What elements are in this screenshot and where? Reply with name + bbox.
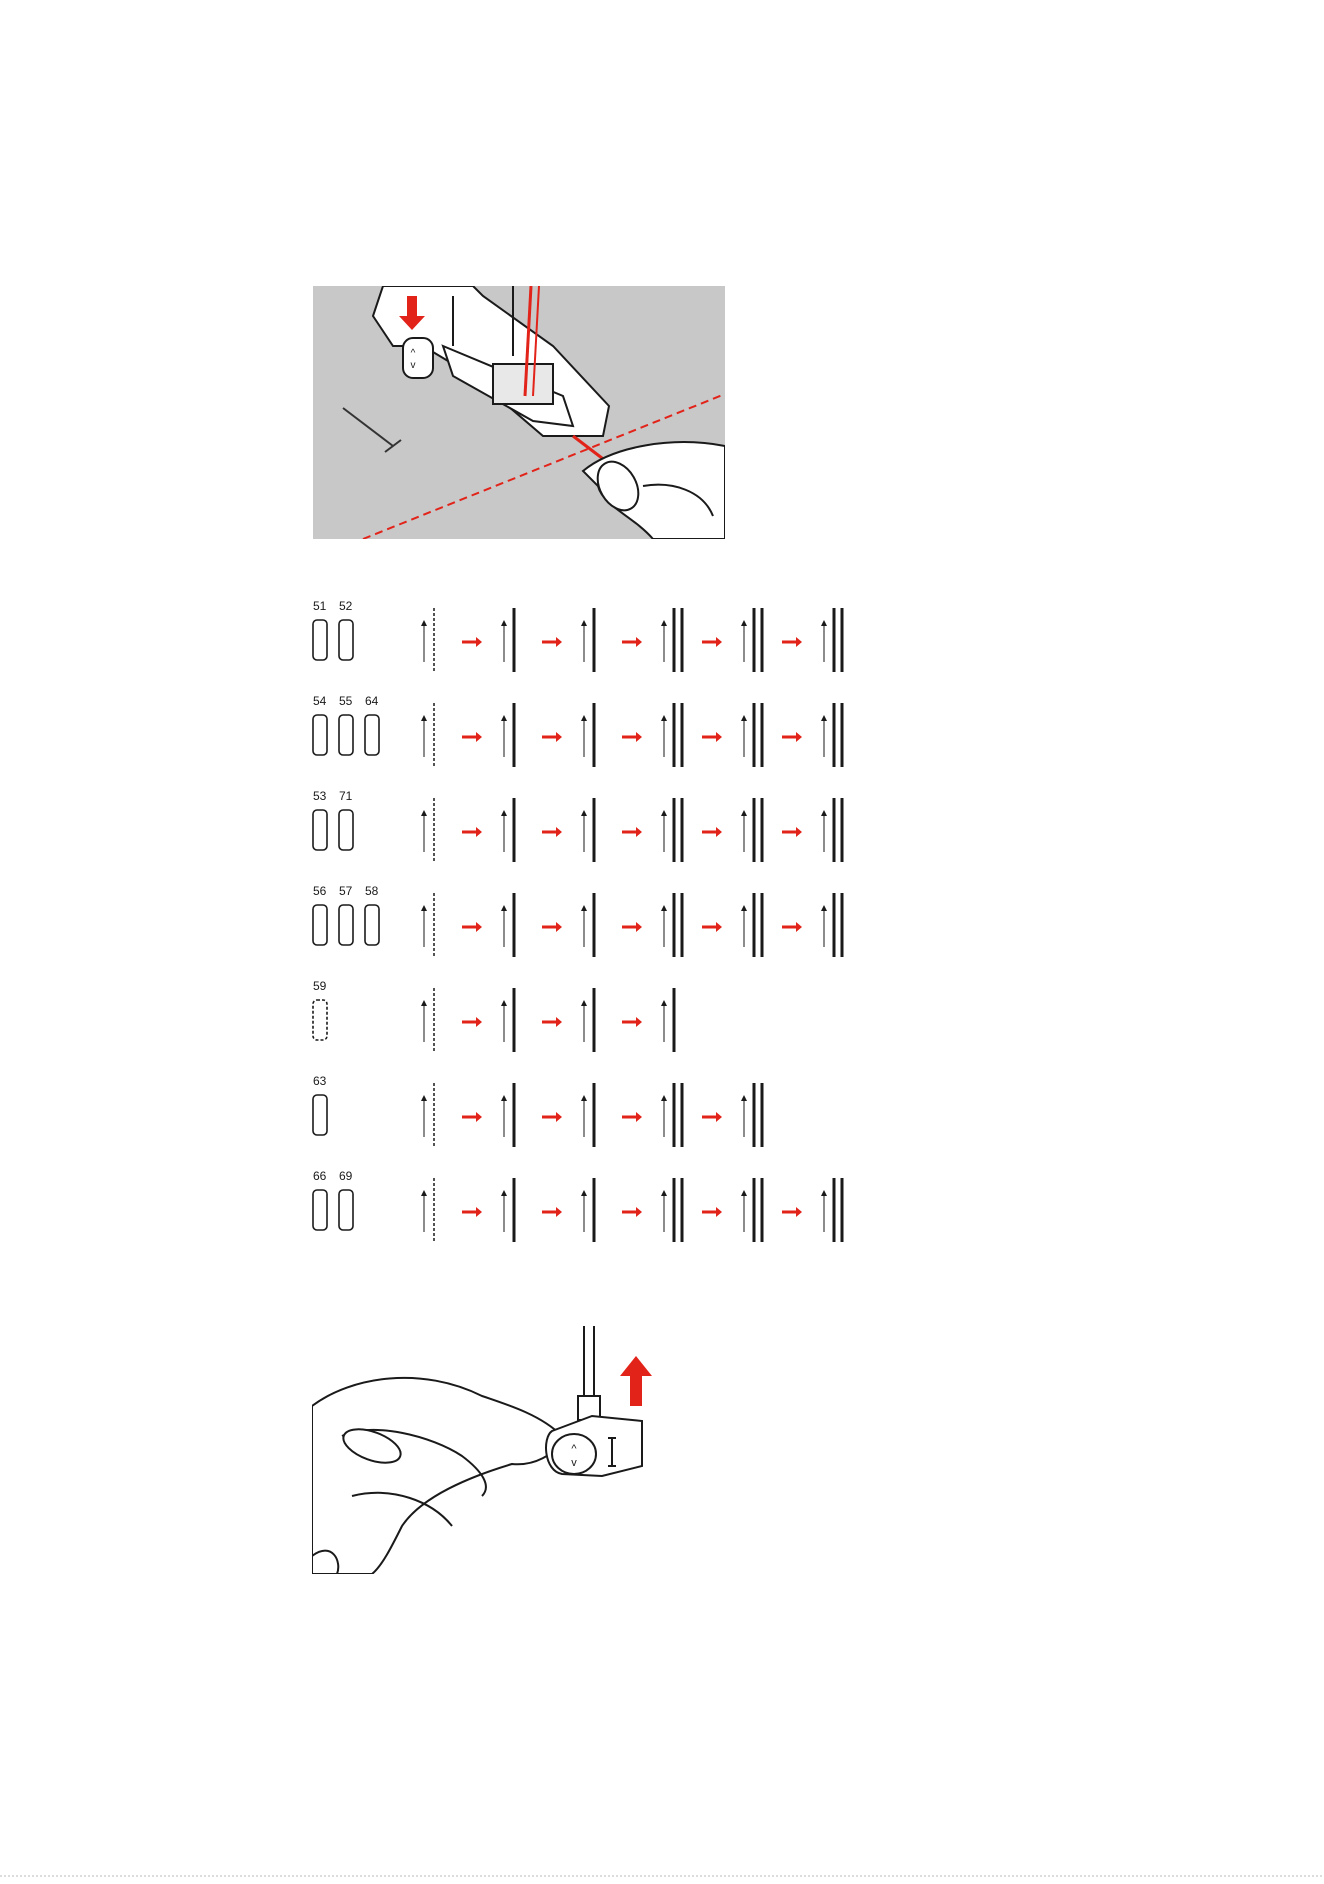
svg-text:v: v (410, 360, 416, 371)
buttonhole-thumbnail (339, 620, 353, 660)
stitch-number: 69 (339, 1169, 353, 1183)
buttonhole-thumbnail (365, 905, 379, 945)
sequence-row (313, 1074, 762, 1147)
sequence-step (821, 893, 842, 957)
sequence-row (313, 789, 842, 862)
sequence-step (821, 1178, 842, 1242)
stitch-number: 52 (339, 599, 353, 613)
sequence-step (661, 608, 722, 672)
sequence-step (501, 608, 562, 672)
buttonhole-thumbnail (339, 1190, 353, 1230)
lever-symbol: ^ (571, 1443, 577, 1455)
sequence-step (661, 988, 674, 1052)
stitch-number: 59 (313, 979, 327, 993)
buttonhole-thumbnail (313, 1190, 327, 1230)
stitch-number: 56 (313, 884, 327, 898)
sequence-step (421, 703, 482, 767)
buttonhole-thumbnail (339, 810, 353, 850)
sequence-step (581, 608, 642, 672)
stitch-number: 63 (313, 1074, 327, 1088)
footer-rule (0, 1866, 1324, 1872)
presser-foot-symbol: ^ (410, 348, 416, 359)
hand-icon (312, 1378, 562, 1574)
lever-release-illustration (312, 1326, 652, 1574)
sequence-step (661, 798, 722, 862)
sequence-step (741, 1178, 802, 1242)
stitch-number: 64 (365, 694, 379, 708)
stitch-number: 54 (313, 694, 327, 708)
sequence-step (421, 1083, 482, 1147)
sequence-step (581, 893, 642, 957)
sequence-row (313, 979, 674, 1052)
sequence-step (581, 1083, 642, 1147)
sequence-step (501, 1083, 562, 1147)
sequence-step (501, 988, 562, 1052)
stitch-number: 71 (339, 789, 353, 803)
sequence-step (661, 703, 722, 767)
buttonhole-foot-illustration (313, 286, 725, 539)
buttonhole-thumbnail (339, 905, 353, 945)
stitch-number: 66 (313, 1169, 327, 1183)
buttonhole-thumbnail (313, 620, 327, 660)
sequence-step (741, 703, 802, 767)
sequence-step (421, 608, 482, 672)
stitch-number: 55 (339, 694, 353, 708)
up-arrow-icon (620, 1356, 652, 1406)
buttonhole-thumbnail (313, 905, 327, 945)
sequence-step (661, 1083, 722, 1147)
sequence-step (821, 798, 842, 862)
sequence-step (581, 798, 642, 862)
buttonhole-thumbnail (313, 715, 327, 755)
sequence-step (741, 893, 802, 957)
sequence-step (421, 798, 482, 862)
sequence-step (421, 893, 482, 957)
buttonhole-thumbnail (313, 810, 327, 850)
buttonhole-thumbnail (313, 1000, 327, 1040)
sequence-row (313, 694, 842, 767)
stitch-number: 51 (313, 599, 327, 613)
buttonhole-thumbnail (313, 1095, 327, 1135)
stitch-number: 53 (313, 789, 327, 803)
sequence-step (501, 798, 562, 862)
stitch-number: 58 (365, 884, 379, 898)
buttonhole-sequence-chart (312, 592, 878, 1248)
sequence-step (741, 1083, 762, 1147)
sequence-step (501, 703, 562, 767)
buttonhole-thumbnail (339, 715, 353, 755)
sequence-step (661, 893, 722, 957)
sequence-step (661, 1178, 722, 1242)
sequence-row (313, 884, 842, 957)
stitch-number: 57 (339, 884, 353, 898)
sequence-step (821, 608, 842, 672)
buttonhole-thumbnail (365, 715, 379, 755)
svg-text:v: v (571, 1457, 577, 1469)
sequence-step (421, 1178, 482, 1242)
sequence-step (741, 608, 802, 672)
sequence-step (501, 893, 562, 957)
sequence-step (581, 988, 642, 1052)
sequence-step (581, 703, 642, 767)
sequence-row (313, 599, 842, 672)
lever-icon (546, 1326, 642, 1476)
sequence-step (821, 703, 842, 767)
sequence-step (421, 988, 482, 1052)
sequence-step (581, 1178, 642, 1242)
sequence-row (313, 1169, 842, 1242)
sequence-step (741, 798, 802, 862)
sequence-step (501, 1178, 562, 1242)
